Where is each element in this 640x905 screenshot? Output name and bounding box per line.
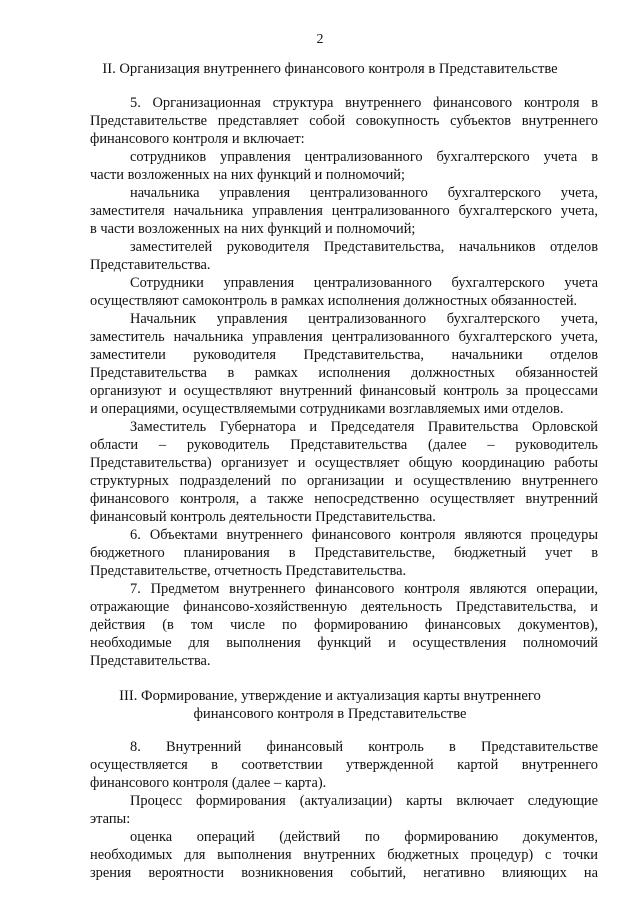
text-line: заместителей руководителя Представительства, начальников отделов (130, 239, 598, 255)
text-line: осуществляется в соответствии утвержденной картой внутреннего (90, 757, 598, 773)
page-number: 2 (316, 32, 324, 47)
text-line: 8. Внутренний финансовый контроль в Представительстве (130, 739, 598, 755)
text-line: заместителя начальника управления централизованного бухгалтерского учета, (90, 203, 598, 219)
text-line: финансового контроля (далее – карта). (90, 775, 327, 791)
text-line: начальника управления централизованного бухгалтерского учета, (130, 185, 598, 201)
text-line: области – руководитель Представительства (далее – руководитель (90, 437, 598, 453)
text-line: Сотрудники управления централизованного бухгалтерского учета (130, 275, 598, 291)
text-line: бюджетного планирования в Представительстве, бюджетный учет в (90, 545, 598, 561)
text-line: этапы: (90, 811, 131, 827)
text-line: структурных подразделений по организации и осуществлению внутреннего (90, 473, 598, 489)
text-line: финансового контроля и включает: (90, 131, 305, 147)
text-line: Процесс формирования (актуализации) карты включает следующие (130, 793, 598, 809)
text-line: отражающие финансово-хозяйственную деятельность Представительства, и (90, 599, 598, 615)
section-3-heading-line-1: III. Формирование, утверждение и актуализация карты внутреннего (119, 688, 541, 704)
section-3-heading-line-2: финансового контроля в Представительстве (193, 706, 467, 722)
text-line: и операциями, осуществляемыми сотрудниками возглавляемых ими отделов. (90, 401, 564, 417)
text-line: Представительства. (90, 653, 211, 669)
text-line: организуют и осуществляют внутренний финансовый контроль за процессами (90, 383, 598, 399)
text-line: Представительства) организует и осуществляет общую координацию работы (90, 455, 598, 471)
text-line: заместитель начальника управления централизованного бухгалтерского учета, (90, 329, 598, 345)
text-line: зрения вероятности возникновения событий, негативно влияющих на (90, 865, 598, 881)
text-line: необходимые для выполнения функций и осуществления полномочий (90, 635, 598, 651)
text-line: Представительства. (90, 257, 211, 273)
text-line: необходимых для выполнения внутренних бюджетных процедур) с точки (90, 847, 598, 863)
text-line: действия (в том числе по формированию финансовых документов), (90, 617, 598, 633)
text-line: Представительстве представляет собой совокупность субъектов внутреннего (90, 113, 598, 129)
text-line: осуществляют самоконтроль в рамках исполнения должностных обязанностей. (90, 293, 578, 309)
text-line: Начальник управления централизованного бухгалтерского учета, (130, 311, 598, 327)
text-line: Представительства в рамках исполнения должностных обязанностей (90, 365, 598, 381)
text-line: Представительстве, отчетность Представительства. (90, 563, 407, 579)
text-line: финансовый контроль деятельности Представительства. (90, 509, 436, 525)
text-line: в части возложенных на них функций и полномочий; (90, 221, 416, 237)
section-2-heading: II. Организация внутреннего финансового контроля в Представительстве (102, 61, 558, 77)
text-line: оценка операций (действий по формированию документов, (130, 829, 598, 845)
text-line: 6. Объектами внутреннего финансового контроля являются процедуры (130, 527, 598, 543)
text-line: Заместитель Губернатора и Председателя Правительства Орловской (130, 419, 598, 435)
text-line: заместители руководителя Представительства, начальники отделов (90, 347, 598, 363)
text-line: части возложенных на них функций и полномочий; (90, 167, 406, 183)
text-line: 7. Предметом внутреннего финансового контроля являются операции, (130, 581, 598, 597)
text-line: сотрудников управления централизованного бухгалтерского учета в (130, 149, 598, 165)
text-line: 5. Организационная структура внутреннего финансового контроля в (130, 95, 598, 111)
text-line: финансового контроля, а также непосредственно осуществляет внутренний (90, 491, 598, 507)
